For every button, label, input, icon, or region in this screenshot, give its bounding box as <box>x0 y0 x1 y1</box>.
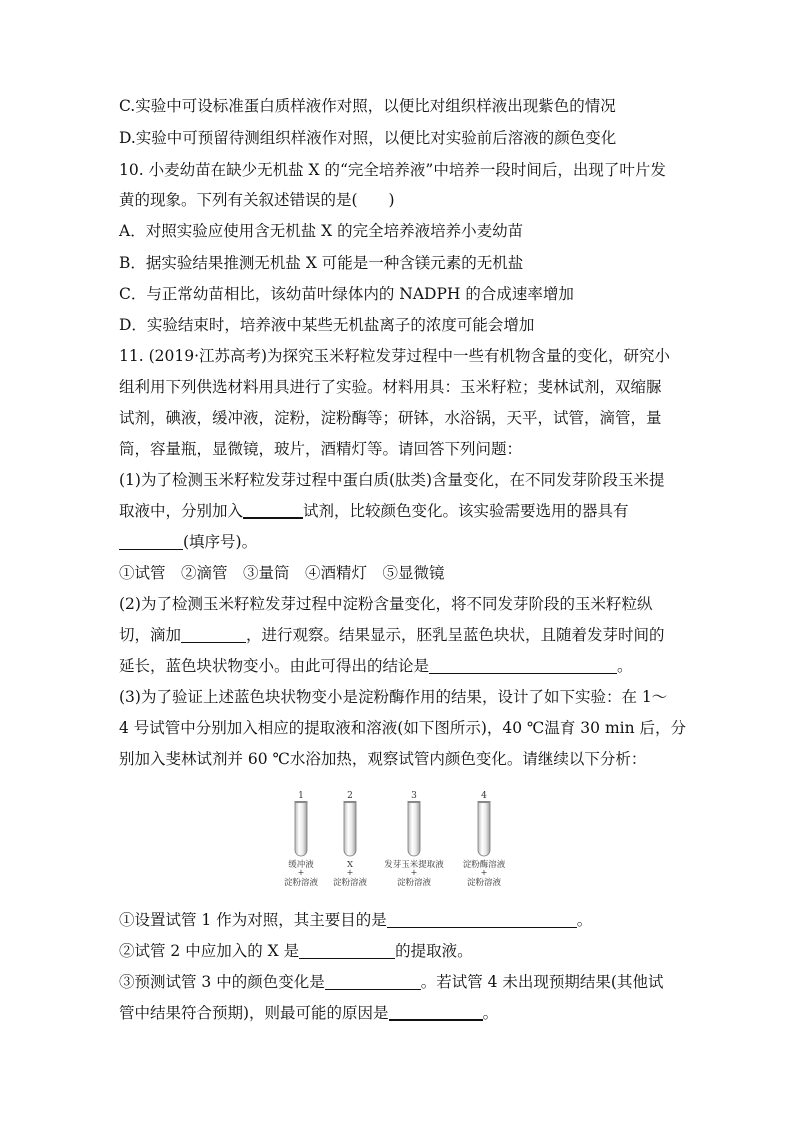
sub-question-1-text-b: 。 <box>576 911 593 929</box>
part-1-line-2 <box>119 501 629 521</box>
part-1-text-c: (填序号)。 <box>183 533 258 551</box>
question-11-stem-line-1: 11. (2019·江苏高考)为探究玉米籽粒发芽过程中一些有机物含量的变化，研究小 <box>119 347 671 365</box>
part-2-text-d: 。 <box>617 657 633 675</box>
test-tube-2 <box>333 791 368 888</box>
part-3-line-2: 4 号试管中分别加入相应的提取液和溶液(如下图所示)，40 ℃温育 30 min 后，分 <box>119 719 687 737</box>
tube-label-top: 发芽玉米提取液 <box>384 860 444 870</box>
tube-label-top: X <box>346 860 354 870</box>
sub-question-2-text-a: ②试管 2 中应加入的 X 是 <box>119 942 300 960</box>
sub-question-2-text-b: 的提取液。 <box>395 942 473 960</box>
sub-question-3-text-d: 。 <box>482 1004 499 1022</box>
question-11-stem-line-3: 试剂，碘液，缓冲液，淀粉，淀粉酶等；研钵，水浴锅，天平，试管，滴管，量 <box>119 409 662 427</box>
answer-blank-reagent[interactable] <box>243 501 303 519</box>
part-2-text-a: 切，滴加 <box>119 626 182 644</box>
part-1-line-3 <box>119 532 257 552</box>
test-tube-glass <box>478 802 490 856</box>
sub-question-3-text-b: 。若试管 4 未出现预期结果(其他试 <box>420 973 664 991</box>
tube-label-plus: + <box>480 868 488 877</box>
answer-blank-purpose[interactable] <box>387 911 577 928</box>
tube-number: 4 <box>481 791 487 801</box>
part-2-line-2 <box>119 625 665 645</box>
sub-question-3-text-a: ③预测试管 3 中的颜色变化是 <box>119 973 325 991</box>
sub-question-1-text-a: ①设置试管 1 作为对照，其主要目的是 <box>119 911 387 929</box>
option-d-text: D.实验中可预留待测组织样液作对照，以便比对实验前后溶液的颜色变化 <box>119 129 617 147</box>
part-2-line-1: (2)为了检测玉米籽粒发芽过程中淀粉含量变化，将不同发芽阶段的玉米籽粒纵 <box>119 595 653 613</box>
question-11-stem-line-4: 筒，容量瓶，显微镜，玻片，酒精灯等。请回答下列问题： <box>119 440 523 458</box>
tube-label-bottom: 淀粉溶液 <box>332 878 368 888</box>
sub-question-3-text-c: 管中结果符合预期)，则最可能的原因是 <box>119 1004 389 1022</box>
question-10-option-c: C．与正常幼苗相比，该幼苗叶绿体内的 NADPH 的合成速率增加 <box>119 285 574 303</box>
sub-question-2 <box>119 941 473 961</box>
test-tube-glass <box>408 802 420 856</box>
test-tube-glass <box>344 802 356 856</box>
question-10-stem-line-2: 黄的现象。下列有关叙述错误的是( ) <box>119 191 395 209</box>
tube-label-plus: + <box>410 868 418 877</box>
test-tube-rim <box>408 801 421 803</box>
test-tube-rim <box>295 801 308 803</box>
part-1-text-b: 试剂，比较颜色变化。该实验需要选用的器具有 <box>303 502 629 520</box>
test-tube-3 <box>384 791 444 888</box>
question-11-stem-line-2: 组利用下列供选材料用具进行了实验。材料用具：玉米籽粒；斐林试剂，双缩脲 <box>119 378 662 396</box>
tube-number: 2 <box>347 791 353 801</box>
tube-label-plus: + <box>297 868 305 877</box>
part-2-text-c: 延长，蓝色块状物变小。由此可得出的结论是 <box>119 657 430 675</box>
tube-label-bottom: 淀粉溶液 <box>396 878 432 888</box>
part-1-text-a: 取液中，分别加入 <box>119 502 244 520</box>
part-2-line-3 <box>119 656 633 676</box>
part-1-tools-list: ①试管 ②滴管 ③量筒 ④酒精灯 ⑤显微镜 <box>119 564 445 582</box>
answer-blank-x[interactable] <box>299 942 395 959</box>
question-10-stem-line-1: 10. 小麦幼苗在缺少无机盐 X 的“完全培养液”中培养一段时间后，出现了叶片发 <box>119 161 666 179</box>
tube-label-top: 缓冲液 <box>288 860 314 870</box>
test-tube-figure <box>275 788 535 898</box>
answer-blank-conclusion[interactable] <box>429 657 617 674</box>
question-10-option-d: D．实验结束时，培养液中某些无机盐离子的浓度可能会增加 <box>119 316 535 334</box>
tube-number: 3 <box>411 791 417 801</box>
sub-question-3-line-1 <box>119 972 663 992</box>
tube-label-top: 淀粉酶溶液 <box>462 860 506 870</box>
sub-question-1 <box>119 910 592 930</box>
part-3-line-1: (3)为了验证上述蓝色块状物变小是淀粉酶作用的结果，设计了如下实验：在 1～ <box>119 688 668 706</box>
tube-label-plus: + <box>346 868 354 877</box>
option-c-text: C.实验中可设标准蛋白质样液作对照，以便比对组织样液出现紫色的情况 <box>119 97 616 115</box>
test-tube-glass <box>295 802 307 856</box>
test-tube-4 <box>463 791 506 888</box>
part-2-text-b: ，进行观察。结果显示，胚乳呈蓝色块状，且随着发芽时间的 <box>246 626 665 644</box>
part-3-line-3: 别加入斐林试剂并 60 ℃水浴加热，观察试管内颜色变化。请继续以下分析： <box>119 750 647 768</box>
part-1-line-1: (1)为了检测玉米籽粒发芽过程中蛋白质(肽类)含量变化，在不同发芽阶段玉米提 <box>119 471 665 489</box>
answer-blank-color-change[interactable] <box>325 973 421 990</box>
test-tube-rim <box>478 801 491 803</box>
test-tube-1 <box>284 791 319 888</box>
answer-blank-tools[interactable] <box>119 533 183 550</box>
sub-question-3-line-2 <box>119 1003 498 1023</box>
question-10-option-b: B．据实验结果推测无机盐 X 可能是一种含镁元素的无机盐 <box>119 254 524 272</box>
tube-label-bottom: 淀粉溶液 <box>283 878 319 888</box>
answer-blank-stain[interactable] <box>181 626 246 643</box>
tube-number: 1 <box>298 791 304 801</box>
answer-blank-reason[interactable] <box>389 1003 483 1021</box>
tube-label-bottom: 淀粉溶液 <box>466 878 502 888</box>
test-tube-rim <box>344 801 357 803</box>
question-10-option-a: A．对照实验应使用含无机盐 X 的完全培养液培养小麦幼苗 <box>119 222 524 240</box>
